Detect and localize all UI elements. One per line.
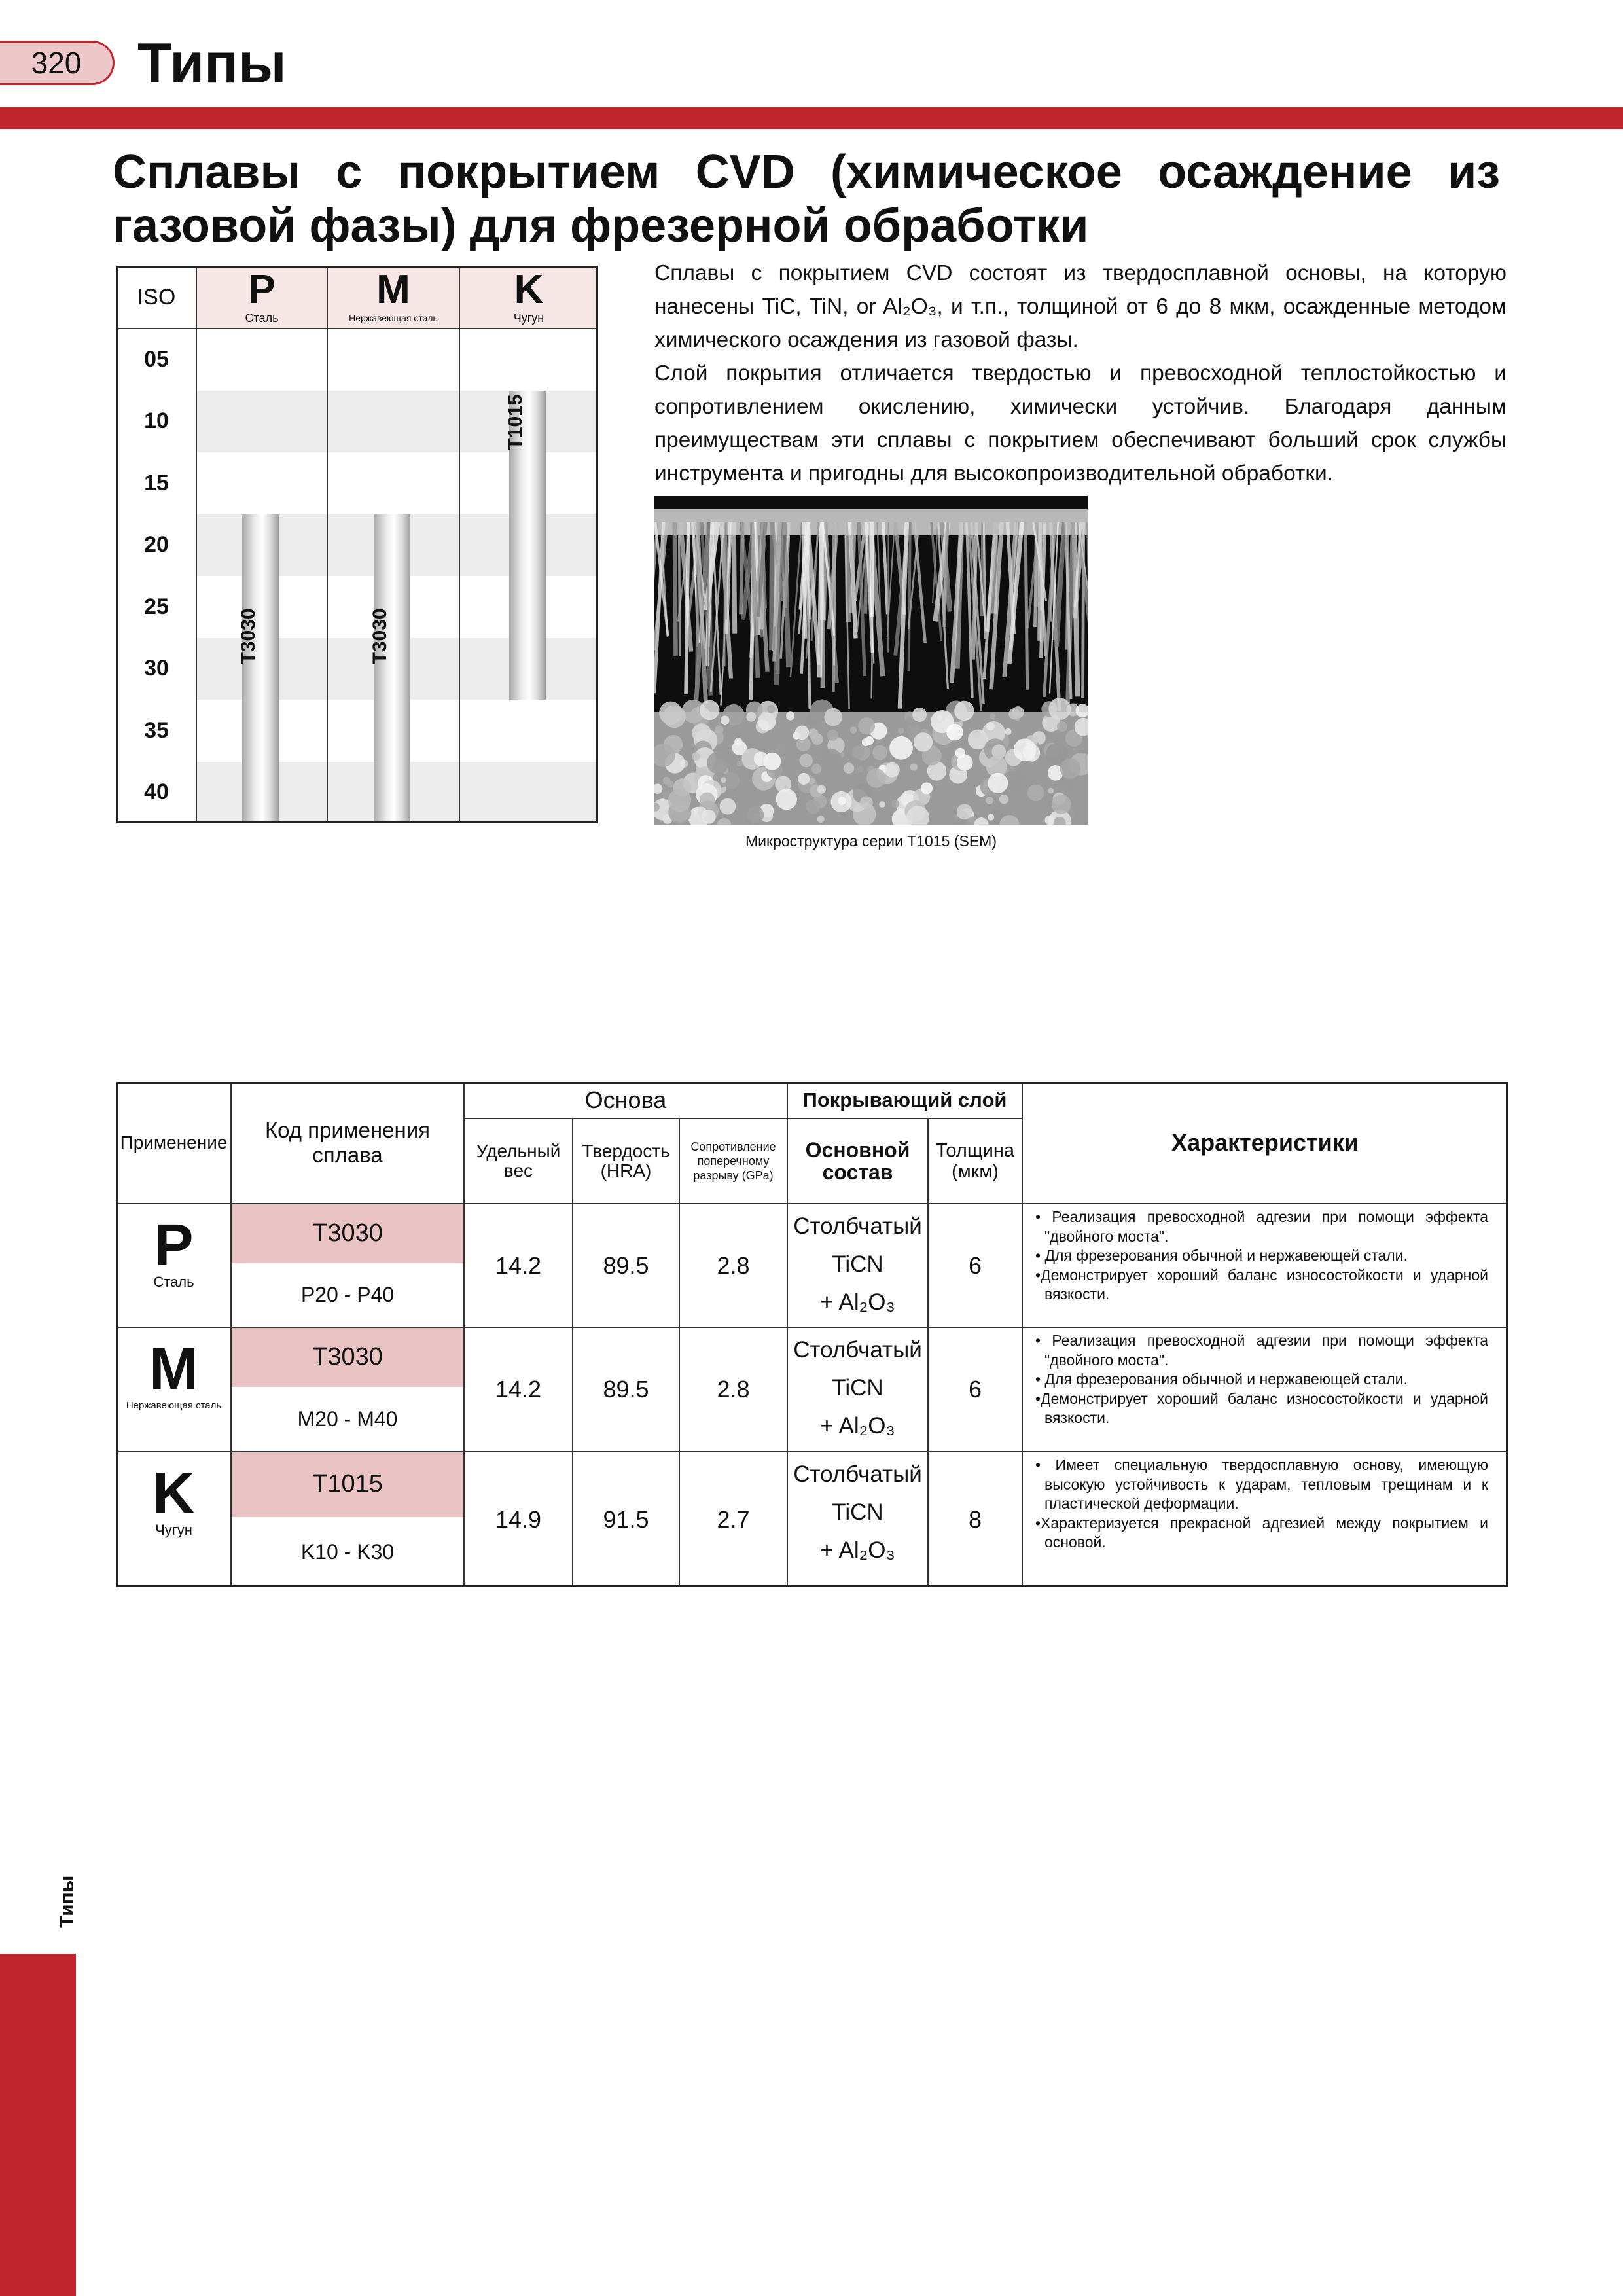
sem-substrate-grain [862,738,870,746]
chart-col-name: Чугун [513,312,544,325]
header-code: Код применения сплава [264,1118,431,1167]
sem-substrate-grain [668,789,691,812]
header-hardness: Твердость (HRA) [582,1141,670,1181]
composition-line-1: Столбчатый [793,1462,922,1487]
chart-col-letter: P [248,267,276,312]
sem-substrate-grain [1045,816,1055,825]
sem-substrate-grain [700,700,720,721]
composition-line-1: Столбчатый [793,1337,922,1363]
description-paragraph-1: Сплавы с покрытием CVD состоят из твердосплавной основы, на которую нанесены TiC, TiN, or Al₂O₃, и т.п., толщиной от 6 до 8 мкм, осажденные методом химического осаждения из газовой фазы. [654,261,1507,352]
value-hardness: 91.5 [603,1505,649,1533]
sem-substrate-grain [1008,708,1020,719]
value-density: 14.2 [495,1376,542,1403]
sem-substrate-grain [1027,785,1044,802]
sem-substrate-grain [1060,759,1080,779]
sem-columnar-grain [852,522,854,613]
sem-columnar-grain [821,522,823,620]
sem-substrate-grain [860,796,873,809]
side-tab [0,1954,76,2296]
sem-substrate-grain [786,711,794,720]
sem-substrate-grain [812,764,821,774]
sem-substrate-grain [866,768,886,788]
sem-substrate-grain [990,713,995,719]
characteristic-item: • Реализация превосходной адгезии при помощи эффекта "двойного моста". [1035,1208,1488,1245]
sem-substrate-grain [734,738,742,745]
application-letter: K [152,1461,195,1526]
grade-range: P20 - P40 [300,1283,395,1307]
value-thickness: 6 [968,1376,982,1403]
grade-bar-label: T1015 [505,393,526,450]
description-paragraph-2: Слой покрытия отличается твердостью и превосходной теплостойкостью и сопротивлением окислению, химически устойчив. Благодаря данным преимуществам эти сплавы с покрытием обеспечивают больший срок службы инструмента и пригодны для высокопроизводительной обработки. [654,361,1507,486]
page-number: 320 [0,41,115,85]
sem-substrate-grain [906,717,913,724]
page-title: Сплавы с покрытием CVD (химическое осаждение из газовой фазы) для фрезерной обработки [113,146,1500,252]
composition-line-2: TiCN [832,1499,883,1525]
sem-substrate-grain [999,795,1008,804]
sem-columnar-grain [686,522,688,694]
sem-substrate-grain [798,773,810,785]
chart-col-name: Сталь [245,312,279,325]
chart-row-label: 40 [144,780,169,805]
chart-row-label: 15 [144,470,169,495]
sem-columnar-grain [888,522,889,653]
sem-substrate-grain [850,726,857,733]
sem-substrate-grain [986,797,993,804]
chart-row-label: 30 [144,656,169,681]
sem-substrate-grain [795,726,809,740]
value-density: 14.2 [495,1251,542,1279]
sem-substrate-grain [776,789,797,810]
image-caption: Микроструктура серии T1015 (SEM) [745,833,997,850]
sem-substrate-grain [972,730,980,738]
value-thickness: 8 [968,1505,982,1533]
sem-substrate-grain [666,780,673,787]
characteristic-item: • Имеет специальную твердосплавную основу, имеющую высокую устойчивость к ударам, тепловым трещинам и к пластической деформации. [1035,1456,1488,1512]
sem-substrate-grain [799,754,813,768]
sem-substrate-grain [857,766,863,772]
iso-label: ISO [137,284,176,310]
sem-substrate-grain [715,725,723,734]
sem-substrate-grain [946,724,963,741]
header-density: Удельный вес [476,1141,561,1181]
sem-columnar-grain [679,522,680,656]
grade-code: T1015 [312,1470,383,1498]
sem-columnar-grain [1039,522,1040,641]
sem-substrate-grain [891,800,899,808]
sem-substrate-grain [838,797,846,805]
table-frame [116,1082,1508,1587]
characteristic-item: •Характеризуется прекрасной адгезией между покрытием и основой. [1035,1514,1488,1551]
sem-substrate-grain [817,785,826,793]
sem-substrate-grain [921,782,933,794]
header-composition: Основной состав [805,1138,910,1184]
header-characteristics: Характеристики [1171,1129,1359,1156]
value-density: 14.9 [495,1505,542,1533]
grades-table [116,1082,1508,1587]
iso-application-chart [116,266,598,823]
header-base: Основа [584,1086,667,1113]
chart-row-label: 25 [144,594,169,619]
sem-substrate-grain [1052,795,1071,814]
sem-substrate-grain [817,816,825,823]
sem-substrate-grain [746,712,756,722]
characteristic-item: •Демонстрирует хороший баланс износостойкости и ударной вязкости. [1035,1390,1488,1426]
sem-substrate-grain [1057,721,1067,732]
grade-bar-label: T3030 [369,608,391,664]
sem-substrate-grain [954,701,974,721]
sem-substrate-grain [820,749,842,770]
sem-substrate-grain [872,745,887,761]
sem-substrate-grain [754,751,768,766]
sem-substrate-grain [824,708,842,726]
header-coating: Покрывающий слой [802,1088,1007,1111]
header-trs: Сопротивление поперечному разрыву (GPa) [690,1140,776,1182]
sem-substrate-grain [955,748,965,758]
chart-col-letter: K [514,267,544,312]
sem-substrate-grain [1005,728,1011,735]
characteristic-item: •Демонстрирует хороший баланс износостойкости и ударной вязкости. [1035,1266,1488,1302]
sem-columnar-grain [741,522,743,614]
composition-line-3: + Al₂O₃ [820,1289,895,1315]
sem-substrate-grain [663,705,686,728]
sem-substrate-grain [737,761,743,766]
sem-substrate-grain [852,745,865,759]
chart-frame [116,266,598,823]
sem-substrate-grain [1014,738,1037,761]
value-trs: 2.8 [717,1251,750,1279]
sem-substrate-grain [879,801,885,808]
chart-row-label: 35 [144,717,169,743]
sem-substrate-grain [747,806,764,823]
application-letter: P [154,1213,194,1278]
characteristic-item: • Для фрезерования обычной и нержавеющей стали. [1035,1247,1408,1264]
chart-row-label: 20 [144,532,169,558]
sem-microstructure-image [654,496,1088,825]
sem-substrate-grain [767,705,776,713]
section-title: Типы [137,32,287,95]
chart-col-letter: M [376,267,410,312]
composition-line-3: + Al₂O₃ [820,1413,895,1439]
chart-row-label: 05 [144,346,169,372]
application-material: Нержавеющая сталь [126,1400,222,1411]
header-rule [0,107,1623,129]
characteristic-item: • Реализация превосходной адгезии при помощи эффекта "двойного моста". [1035,1332,1488,1369]
sem-substrate-grain [776,743,787,754]
sem-substrate-grain [844,762,855,774]
value-trs: 2.8 [717,1376,750,1403]
value-thickness: 6 [968,1251,982,1279]
sem-columnar-grain [707,522,708,689]
sem-substrate-grain [988,814,994,820]
application-material: Сталь [153,1274,194,1290]
value-hardness: 89.5 [603,1376,649,1403]
sem-substrate-grain [858,717,875,734]
grade-range: M20 - M40 [297,1407,398,1431]
sem-substrate-grain [692,752,700,761]
composition-line-1: Столбчатый [793,1213,922,1239]
sem-substrate-grain [912,708,927,722]
header-application: Применение [120,1132,228,1153]
chart-col-name: Нержавеющая сталь [349,313,438,323]
sem-substrate-grain [806,799,820,814]
header-thickness: Толщина (мкм) [935,1140,1015,1182]
sem-substrate-grain [721,715,730,725]
sem-substrate-grain [898,728,904,734]
grade-bar-label: T3030 [238,608,259,664]
characteristic-item: • Для фрезерования обычной и нержавеющей стали. [1035,1371,1408,1388]
sem-columnar-grain [909,522,910,671]
sem-substrate-grain [721,777,726,783]
sem-substrate-grain [910,763,918,770]
sem-substrate-grain [827,730,838,741]
application-material: Чугун [155,1522,192,1538]
grade-range: K10 - K30 [300,1539,395,1564]
sem-substrate-grain [812,733,823,745]
description [654,257,1507,490]
grade-code: T3030 [312,1219,383,1247]
sem-substrate-grain [988,773,1008,793]
value-trs: 2.7 [717,1505,750,1533]
application-letter: M [149,1336,198,1402]
sem-substrate-grain [1048,698,1071,720]
sem-substrate-grain [957,804,972,819]
sem-substrate-grain [707,752,729,774]
chart-row-label: 10 [144,408,169,434]
composition-line-2: TiCN [832,1375,883,1401]
sem-substrate-grain [889,736,913,760]
composition-line-3: + Al₂O₃ [820,1537,895,1563]
sem-columnar-grain [1026,522,1027,690]
sem-substrate-grain [885,762,900,778]
sem-columnar-grain [675,522,676,656]
side-tab-label: Типы [56,1875,78,1928]
sem-columnar-grain [804,522,806,639]
composition-line-2: TiCN [832,1251,883,1277]
sem-substrate-grain [702,810,716,824]
sem-substrate-grain [914,732,933,751]
sem-substrate-grain [986,722,995,730]
sem-substrate-grain [720,798,736,815]
value-hardness: 89.5 [603,1251,649,1279]
sem-substrate-grain [1048,788,1054,794]
grade-code: T3030 [312,1343,383,1371]
